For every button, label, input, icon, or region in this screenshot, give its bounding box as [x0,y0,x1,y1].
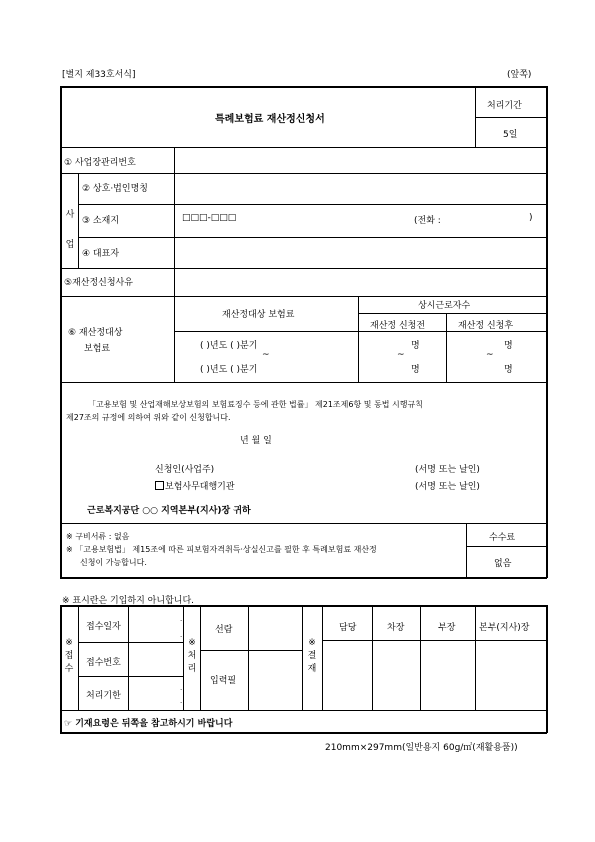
after-column-header: 재산정 신청후 [458,321,514,331]
manager-label: 부장 [438,623,456,633]
eligibility-note-2: 신청이 가능합니다. [80,558,147,567]
processing-period-value: 5일 [503,130,518,140]
premium-label: 보험료 [84,344,111,354]
workers-column-header: 상시근로자수 [418,301,471,311]
addressee: 근로복지공단 ○○ 지역본부(지사)장 귀하 [87,506,251,516]
postal-code-boxes[interactable]: □□□-□□□ [182,213,237,223]
statement-line-1: 「고용보험 및 산업재해보상보험의 보험료징수 등에 관한 법률」 제21조제6항 및 동법 시행규칙 [88,400,423,409]
location-label: ③ 소재지 [82,216,120,226]
agent-label: 보험사무대행기관 [155,479,235,492]
period-tilde: ~ [262,350,270,360]
office-use-note: ※ 표시란은 기입하지 아니합니다. [62,596,195,606]
eligibility-note-1: ※ 「고용보험법」 제15조에 따른 피보험자격취득·상실신고를 필한 후 특례보험료 재산정 [66,545,377,554]
period-to: ( )년도 ( )분기 [200,365,258,375]
paper-spec: 210mm×297mm(일반용지 60g/㎡(재활용품)) [325,743,518,753]
form-title: 특례보험료 재산정신청서 [215,114,325,125]
fee-label: 수수료 [489,533,516,543]
recalculation-reason-label: ⑤재산정신청사유 [64,278,133,288]
after-unit-1: 명 [504,341,513,351]
applicant-signature: (서명 또는 날인) [415,465,480,475]
input-done-label: 입력필 [210,676,237,686]
statement-line-2: 제27조의 규정에 의하여 위와 같이 신청합니다. [66,413,231,422]
instructions-notice: ☞ 기재요령은 뒤쪽을 참고하시기 바랍니다 [64,719,233,729]
agent-checkbox[interactable] [155,481,164,490]
after-tilde: ~ [486,350,494,360]
agent-signature: (서명 또는 날인) [415,482,480,492]
deputy-label: 차장 [387,623,405,633]
receipt-date-label: 접수일자 [86,622,121,632]
phone-label: (전화 : [414,216,441,226]
representative-label: ④ 대표자 [82,249,120,259]
before-tilde: ~ [397,350,405,360]
staff-label: 담당 [339,623,357,633]
form-number: [별지 제33호서식] [62,70,136,80]
before-unit-2: 명 [411,365,420,375]
before-unit-1: 명 [411,341,420,351]
phone-close: ) [529,213,533,223]
company-name-label: ② 상호·법인명칭 [82,184,148,194]
application-date: 년 월 일 [240,436,272,446]
head-label: 본부(지사)장 [479,623,530,633]
reviewed-label: 선람 [215,625,233,635]
processing-period-label: 처리기간 [487,101,522,111]
business-group-label: 사업 [65,210,75,250]
premium-column-header: 재산정대상 보험료 [222,310,295,320]
applicant-label: 신청인(사업주) [155,465,215,475]
approval-section-label: ※ 결 재 [307,638,317,674]
period-from: ( )년도 ( )분기 [200,341,258,351]
receipt-section-label: ※ 접 수 [64,638,74,674]
processing-section-label: ※ 처 리 [187,638,197,674]
required-documents: ※ 구비서류 : 없음 [66,532,130,541]
deadline-label: 처리기한 [86,691,121,701]
before-column-header: 재산정 신청전 [370,321,426,331]
business-management-number-label: ① 사업장관리번호 [64,158,136,168]
after-unit-2: 명 [504,365,513,375]
page-side-label: (앞쪽) [507,70,532,80]
recalculation-target-label: ⑥ 재산정대상 [68,328,123,338]
receipt-number-label: 접수번호 [86,658,121,668]
fee-value: 없음 [494,559,512,569]
